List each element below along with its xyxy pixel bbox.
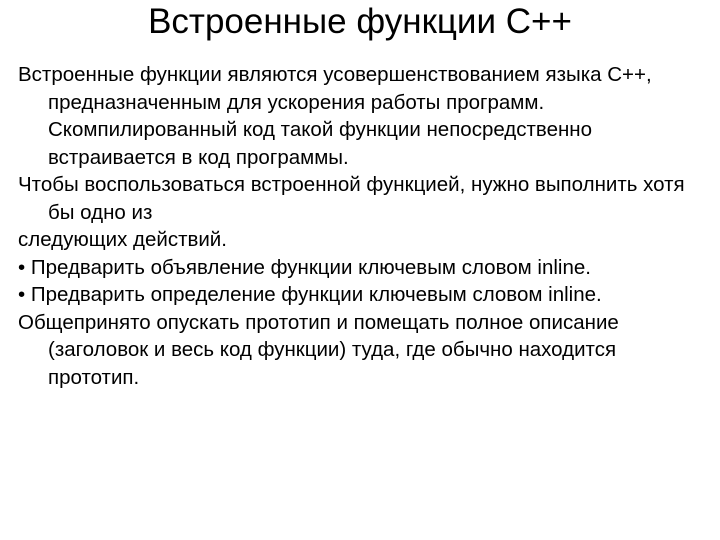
paragraph-usage-intro: Чтобы воспользоваться встроенной функцией, нужно выполнить хотя бы одно из (18, 173, 685, 224)
paragraph-inline-definition: Встроенные функции являются усовершенствованием языка С++, предназначенным для ускорения работы программ. Скомпилированный код такой функции непосредственно встраивается в код программы. (18, 63, 652, 169)
slide-title: Встроенные функции С++ (148, 2, 572, 41)
bullet-definition: • Предварить определение функции ключевым словом inline. (18, 283, 602, 306)
slide-body (18, 61, 708, 391)
paragraph-usage-actions: следующих действий. (18, 228, 227, 251)
bullet-declaration: • Предварить объявление функции ключевым словом inline. (18, 255, 591, 279)
paragraph-prototype-note: Общепринято опускать прототип и помещать полное описание (заголовок и весь код функции) туда, где обычно находится прототип. (18, 310, 619, 389)
